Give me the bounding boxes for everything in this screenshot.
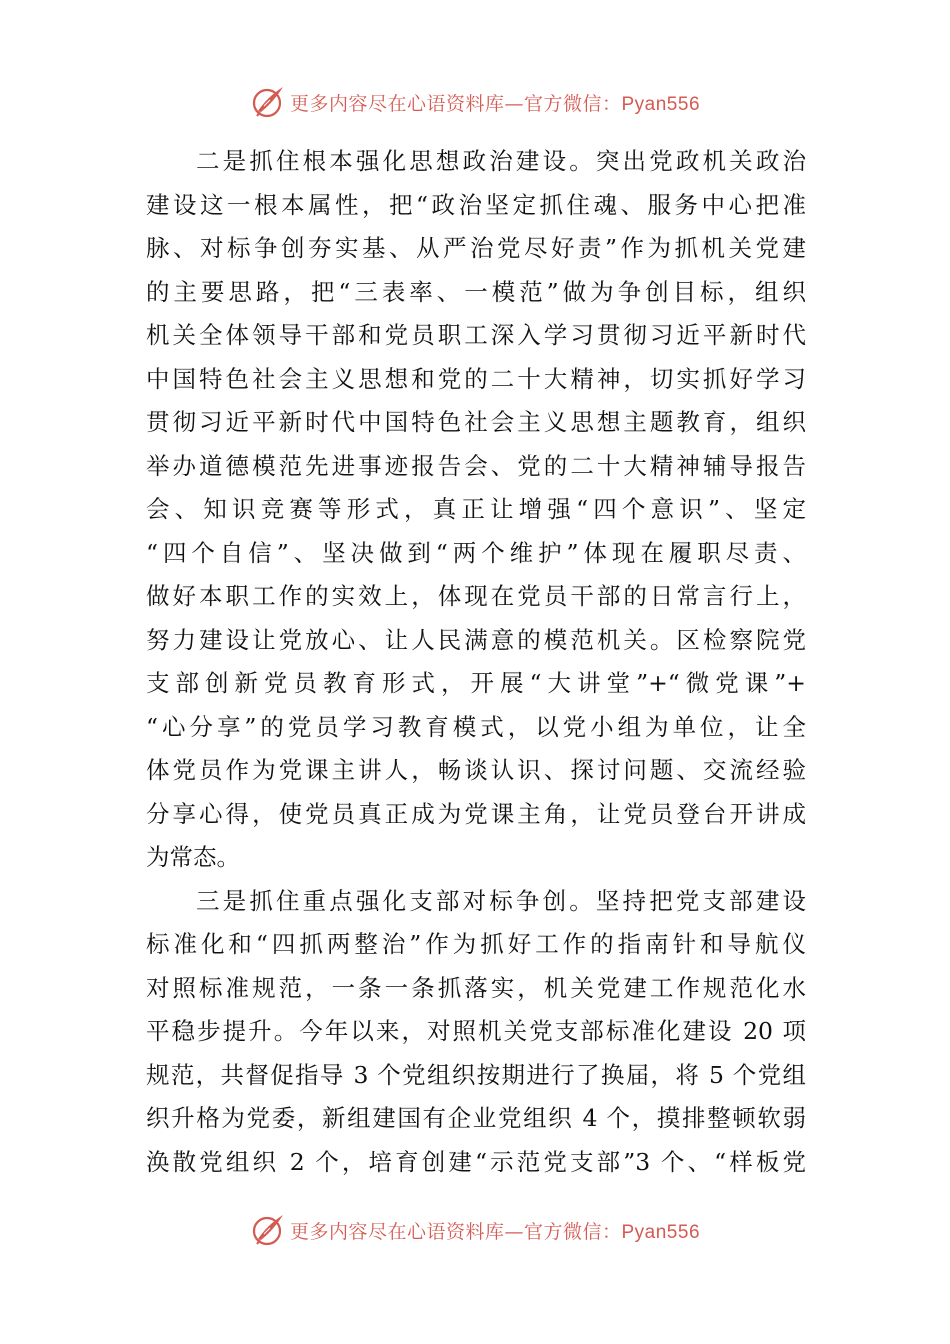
text-line: 机关全体领导干部和党员职工深入学习贯彻习近平新时代 xyxy=(146,321,806,349)
watermark-cn-text: 更多内容尽在心语资料库—官方微信： xyxy=(289,1220,622,1243)
text-line: 中国特色社会主义思想和党的二十大精神，切实抓好学习 xyxy=(146,364,806,393)
text-line: 为常态。 xyxy=(146,843,240,871)
watermark-text xyxy=(290,1217,700,1244)
text-line: 会、知识竞赛等形式，真正让增强“四个意识”、坚定 xyxy=(146,495,806,523)
text-line: 织升格为党委，新组建国有企业党组织 4 个，摸排整顿软弱 xyxy=(146,1104,806,1132)
quill-pen-logo-icon xyxy=(250,1212,286,1248)
text-line: 标准化和“四抓两整治”作为抓好工作的指南针和导航仪 xyxy=(146,930,806,958)
watermark-text xyxy=(290,89,700,116)
text-line: 二是抓住根本强化思想政治建设。突出党政机关政治 xyxy=(196,147,806,175)
text-line: “四个自信”、坚决做到“两个维护”体现在履职尽责、 xyxy=(146,538,806,567)
text-line: 贯彻习近平新时代中国特色社会主义思想主题教育，组织 xyxy=(146,408,806,436)
watermark-wechat-id: Pyan556 xyxy=(621,1221,701,1243)
watermark-cn-text: 更多内容尽在心语资料库—官方微信： xyxy=(289,92,622,115)
text-line: 努力建设让党放心、让人民满意的模范机关。区检察院党 xyxy=(146,625,806,654)
text-line: 支部创新党员教育形式，开展“大讲堂”+“微党课”+ xyxy=(146,669,806,697)
footer-watermark xyxy=(0,1210,950,1250)
document-body xyxy=(146,140,806,1184)
text-line: 脉、对标争创夯实基、从严治党尽好责”作为抓机关党建 xyxy=(146,234,806,262)
text-line: 分享心得，使党员真正成为党课主角，让党员登台开讲成 xyxy=(146,799,806,828)
watermark-wechat-id: Pyan556 xyxy=(621,93,701,115)
text-line: 三是抓住重点强化支部对标争创。坚持把党支部建设 xyxy=(196,886,806,915)
text-line: 举办道德模范先进事迹报告会、党的二十大精神辅导报告 xyxy=(146,451,806,480)
text-line: 对照标准规范，一条一条抓落实，机关党建工作规范化水 xyxy=(146,973,806,1002)
text-line: 的主要思路，把“三表率、一模范”做为争创目标，组织 xyxy=(146,277,806,306)
header-watermark xyxy=(0,82,950,122)
text-line: 规范，共督促指导 3 个党组织按期进行了换届，将 5 个党组 xyxy=(146,1060,806,1089)
text-line: 做好本职工作的实效上，体现在党员干部的日常言行上， xyxy=(146,582,806,610)
text-line: 建设这一根本属性，把“政治坚定抓住魂、服务中心把准 xyxy=(146,190,806,219)
text-line: 涣散党组织 2 个，培育创建“示范党支部”3 个、“样板党 xyxy=(146,1147,806,1176)
text-line: “心分享”的党员学习教育模式，以党小组为单位，让全 xyxy=(146,712,806,741)
paragraph-3 xyxy=(146,880,806,1185)
paragraph-2 xyxy=(146,140,806,880)
text-line: 平稳步提升。今年以来，对照机关党支部标准化建设 20 项 xyxy=(146,1017,806,1045)
text-line: 体党员作为党课主讲人，畅谈认识、探讨问题、交流经验 xyxy=(146,756,806,784)
quill-pen-logo-icon xyxy=(250,84,286,120)
